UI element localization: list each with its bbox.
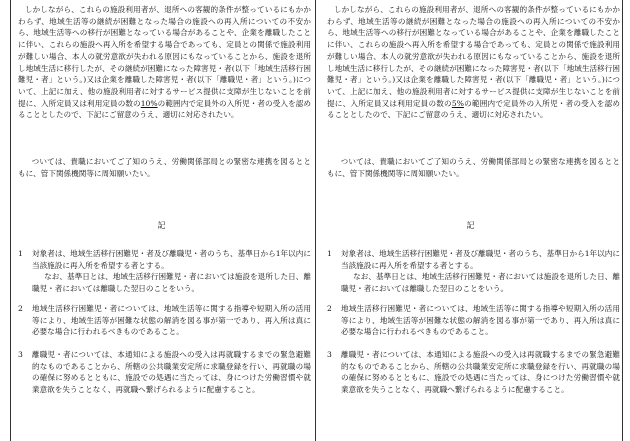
right-border-line xyxy=(622,0,623,441)
left-quota-percent: 10% xyxy=(140,98,158,108)
left-item-2 xyxy=(18,303,311,338)
left-item-1-note: なお、基準日とは、地域生活移行困難児・者においては施設を退所した日、離職児・者においては離職した翌日のことをいう。 xyxy=(32,272,311,294)
column-divider-line xyxy=(315,0,316,441)
right-ki-heading: 記 xyxy=(466,221,475,230)
left-item-1-number: 1 xyxy=(18,249,23,258)
left-item-1-body: 対象者は、地域生活移行困難児・者及び離職児・者のうち、基準日から1年以内に当該施設に再入所を希望する者とする。 xyxy=(32,249,311,270)
left-intro-text-b: の範囲内で定員外の入所児・者の受入を認めることとしたので、下記にご留意のうえ、適切に対応されたい。 xyxy=(18,98,312,120)
left-item-2-number: 2 xyxy=(18,304,23,313)
right-item-3 xyxy=(327,349,620,396)
left-item-3 xyxy=(18,349,311,396)
right-item-1 xyxy=(327,248,620,295)
right-quota-percent: 5% xyxy=(451,98,464,108)
right-intro-text-a: しかしながら、これらの施設利用者が、退所への客観的条件が整っているにもかかわらず、地域生活等の継続が困難となった場合の施設への再入所についての不安から、地域生活等への移行が困難となっている場合があることや、企業を離職したことに伴い、これらの施設へ再入所を希望する場合であっても、定員との関係で施設利用が難しい場合、本人の就労意欲が失われる原因にもなっていることから、施設を退所し地域生活に移行したが、その継続が困難になった障害児・者(以下「地域生活移行困難児・者」という。)又は企業を離職した障害児・者(以下「離職児・者」という。)について、上記に加え、他の施設利用者に対するサービス提供に支障が生じないことを前提に、入所定員又は利用定員の数の xyxy=(327,5,620,108)
left-item-1 xyxy=(18,248,311,295)
right-intro-paragraph xyxy=(327,4,620,121)
left-column xyxy=(10,0,313,441)
right-intro-text-b: の範囲内で定員外の入所児・者の受入を認めることとしたので、下記にご留意のうえ、適切に対応されたい。 xyxy=(327,98,620,120)
left-ki-heading: 記 xyxy=(157,221,166,230)
right-item-2-body: 地域生活移行困難児・者については、地域生活等に関する指導や短期入所の活用等により、地域生活等が困難な状態の解消を図る事が第一であり、再入所は真に必要な場合に行われるべきものであること。 xyxy=(341,304,620,337)
right-item-1-body: 対象者は、地域生活移行困難児・者及び離職児・者のうち、基準日から1年以内に当該施設に再入所を希望する者とする。 xyxy=(341,249,620,270)
right-item-2 xyxy=(327,303,620,338)
left-item-2-body: 地域生活移行困難児・者については、地域生活等に関する指導や短期入所の活用等により、地域生活等が困難な状態の解消を図る事が第一であり、再入所は真に必要な場合に行われるべきものであること。 xyxy=(32,304,311,337)
left-intro-paragraph-2: ついては、貴職においてご了知のうえ、労働関係部局との緊密な連携を図るとともに、管下関係機関等に周知願いたい。 xyxy=(18,157,311,178)
left-intro-paragraph xyxy=(18,4,311,121)
right-item-3-body: 離職児・者については、本通知による施設への受入は再就職するまでの緊急避難的なものであることから、所轄の公共職業安定所に求職登録を行い、再就職の場の確保に努めるとともに、施設での処遇に当たっては、身につけた労働習慣や就業意欲を失うことなく、再就職へ繋げられるように配慮すること。 xyxy=(341,350,620,395)
right-item-2-number: 2 xyxy=(327,304,332,313)
right-item-1-number: 1 xyxy=(327,249,332,258)
left-item-3-number: 3 xyxy=(18,350,23,359)
left-intro-text-a: しかしながら、これらの施設利用者が、退所への客観的条件が整っているにもかかわらず、地域生活等の継続が困難となった場合の施設への再入所についての不安から、地域生活等への移行が困難となっている場合があることや、企業を離職したことに伴い、これらの施設へ再入所を希望する場合であっても、定員との関係で施設利用が難しい場合、本人の就労意欲が失われる原因にもなっていることから、施設を退所し地域生活に移行したが、その継続が困難になった障害児・者(以下「地域生活移行困難児・者」という。)又は企業を離職した障害児・者(以下「離職児・者」という。)について、上記に加え、他の施設利用者に対するサービス提供に支障が生じないことを前提に、入所定員又は利用定員の数の xyxy=(18,5,311,108)
left-item-3-body: 離職児・者については、本通知による施設への受入は再就職するまでの緊急避難的なものであることから、所轄の公共職業安定所に求職登録を行い、再就職の場の確保に努めるとともに、施設での処遇に当たっては、身につけた労働習慣や就業意欲を失うことなく、再就職へ繋げられるように配慮すること。 xyxy=(32,350,311,395)
right-column xyxy=(319,0,622,441)
right-intro-paragraph-2: ついては、貴職においてご了知のうえ、労働関係部局との緊密な連携を図るとともに、管下関係機関等に周知願いたい。 xyxy=(327,157,620,178)
right-item-3-number: 3 xyxy=(327,350,332,359)
right-item-1-note: なお、基準日とは、地域生活移行困難児・者においては施設を退所した日、離職児・者においては離職した翌日のことをいう。 xyxy=(341,272,620,294)
